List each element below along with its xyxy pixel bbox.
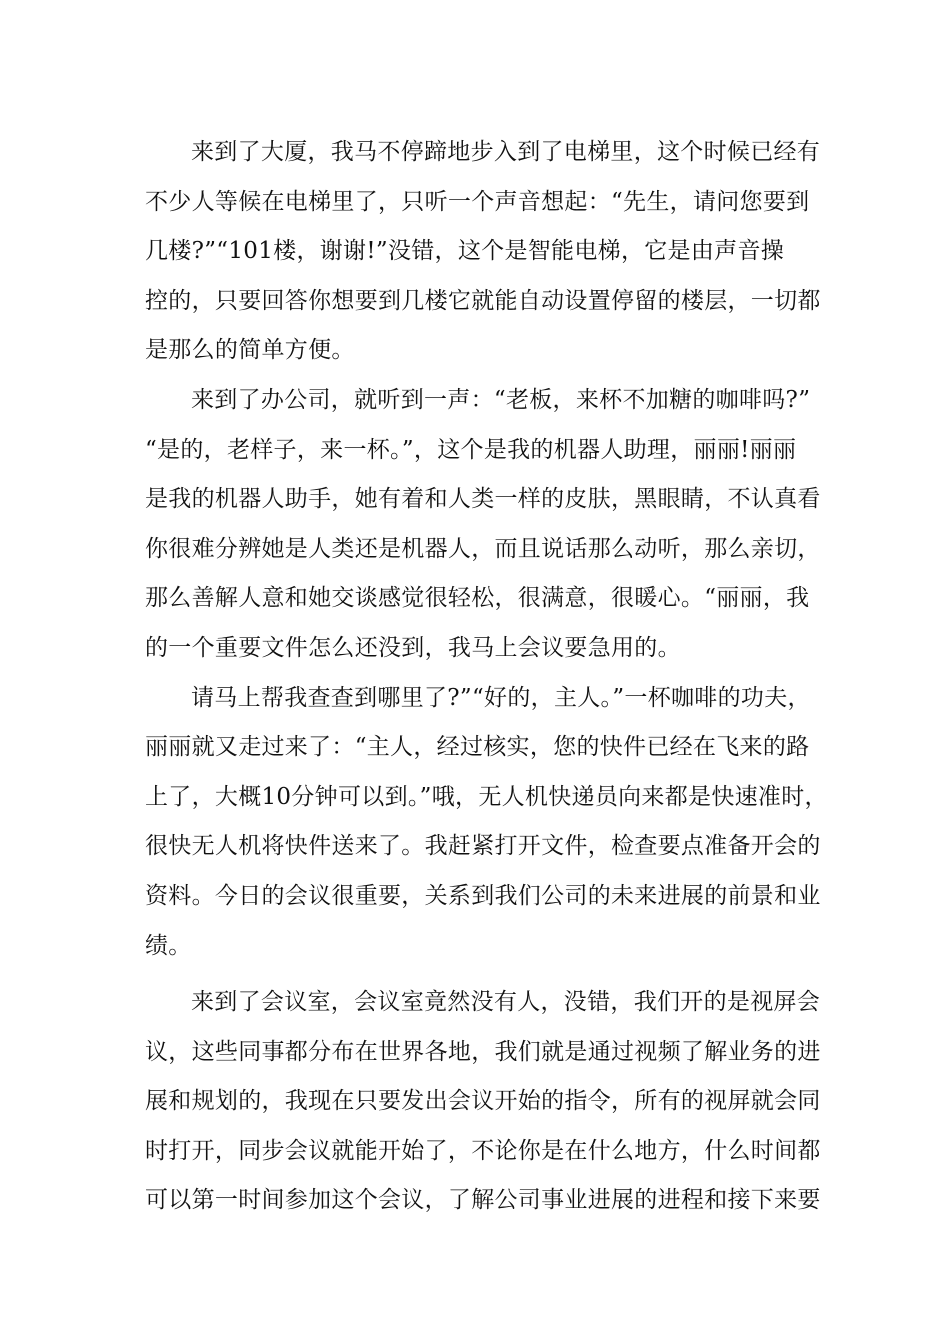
paragraph-4 xyxy=(145,978,825,1226)
paragraph-2 xyxy=(145,376,825,674)
paragraph-spacer xyxy=(145,971,825,978)
paragraph-line: 议，这些同事都分布在世界各地，我们就是通过视频了解业务的进 xyxy=(145,1038,821,1065)
paragraph-line: 你很难分辨她是人类还是机器人，而且说话那么动听，那么亲切， xyxy=(145,535,821,562)
paragraph-line: 绩。 xyxy=(145,932,192,959)
paragraph-1 xyxy=(145,128,825,376)
paragraph-line: 展和规划的，我现在只要发出会议开始的指令，所有的视屏就会同 xyxy=(145,1088,821,1115)
paragraph-line: 资料。今日的会议很重要，关系到我们公司的未来进展的前景和业 xyxy=(145,882,821,909)
paragraph-line: 的一个重要文件怎么还没到，我马上会议要急用的。 xyxy=(145,634,681,661)
paragraph-line: “是的，老样子，来一杯。”，这个是我的机器人助理，丽丽!丽丽 xyxy=(145,436,797,463)
paragraph-line: 时打开，同步会议就能开始了，不论你是在什么地方，什么时间都 xyxy=(145,1137,821,1164)
paragraph-line: 可以第一时间参加这个会议，了解公司事业进展的进程和接下来要 xyxy=(145,1187,821,1214)
paragraph-line: 来到了大厦，我马不停蹄地步入到了电梯里，这个时候已经有 xyxy=(191,139,821,165)
paragraph-line: 来到了会议室，会议室竟然没有人，没错，我们开的是视屏会 xyxy=(191,989,821,1016)
paragraph-line: 不少人等候在电梯里了，只听一个声音想起：“先生，请问您要到 xyxy=(145,188,810,215)
paragraph-3 xyxy=(145,674,828,972)
paragraph-line: 请马上帮我查查到哪里了?”“好的，主人。”一杯咖啡的功夫， xyxy=(191,684,811,711)
paragraph-line: 来到了办公司，就听到一声：“老板，来杯不加糖的咖啡吗?” xyxy=(191,386,811,413)
paragraph-line: 控的，只要回答你想要到几楼它就能自动设置停留的楼层，一切都 xyxy=(145,287,821,314)
document-body xyxy=(145,128,828,1226)
paragraph-line: 很快无人机将快件送来了。我赶紧打开文件，检查要点准备开会的 xyxy=(145,833,821,860)
paragraph-line: 是那么的简单方便。 xyxy=(145,337,355,364)
paragraph-line: 几楼?”“101楼，谢谢!”没错，这个是智能电梯，它是由声音操 xyxy=(145,238,785,265)
paragraph-line: 上了，大概10分钟可以到。”哦，无人机快递员向来都是快速准时， xyxy=(145,783,828,810)
paragraph-line: 那么善解人意和她交谈感觉很轻松，很满意，很暖心。“丽丽，我 xyxy=(145,585,810,612)
paragraph-line: 丽丽就又走过来了：“主人，经过核实，您的快件已经在飞来的路 xyxy=(145,734,810,761)
paragraph-line: 是我的机器人助手，她有着和人类一样的皮肤，黑眼睛，不认真看 xyxy=(145,486,821,513)
